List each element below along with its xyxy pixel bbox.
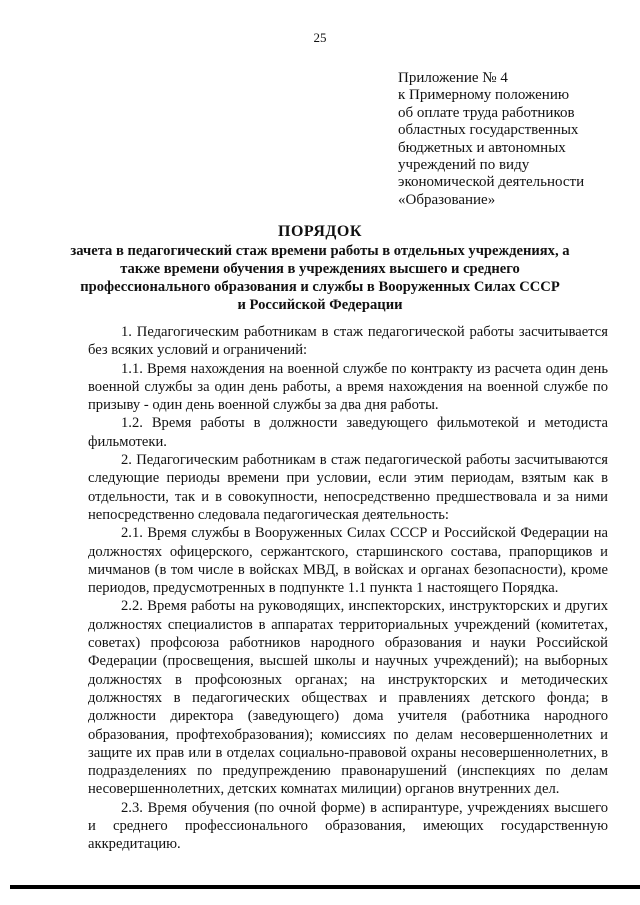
title-heading: ПОРЯДОК <box>278 223 362 240</box>
subtitle-line: и Российской Федерации <box>237 297 403 313</box>
paragraph-2: 2. Педагогическим работникам в стаж педагогической работы засчитываются следующие периоды времени при условии, если этим периодам, взятым как в отдельности, так и в совокупности, непосредственно предшествовала и за ними непосредственно следовала педагогическая деятельность: <box>88 452 608 523</box>
paragraph-1-2: 1.2. Время работы в должности заведующего фильмотекой и методиста фильмотеки. <box>88 415 608 450</box>
appendix-line: учреждений по виду <box>398 157 530 174</box>
title-subtitle <box>40 242 600 314</box>
paragraph-2-1: 2.1. Время службы в Вооруженных Силах СССР и Российской Федерации на должностях офицерского, сержантского, старшинского состава, прапорщиков и мичманов (в том числе в войсках МВД, в войсках и органах безопасности), кроме периодов, предусмотренных в подпункте 1.1 пункта 1 настоящего Порядка. <box>88 525 608 597</box>
appendix-line: «Образование» <box>398 191 496 208</box>
paragraph-2-2: 2.2. Время работы на руководящих, инспекторских, инструкторских и других должностях специалистов в аппаратах территориальных учреждений (комитетах, советах) профсоюза работников народного образования и науки Российской Федерации (просвещения, высшей школы и научных учреждений); на выборных должностях в профсоюзных органах; на инструкторских и методических должностях в педагогических обществах и правлениях детского фонда; в должности директора (заведующего) дома учителя (работника народного образования, профтехобразования); комиссиях по делам несовершеннолетних и защите их прав или в отделах социально-правовой охраны несовершеннолетних, в подразделениях по предупреждению правонарушений (инспекциях по делам несовершеннолетних, детских комнатах милиции) органов внутренних дел. <box>88 598 608 798</box>
subtitle-line: также времени обучения в учреждениях высшего и среднего <box>120 261 520 277</box>
document-body <box>88 323 608 854</box>
appendix-note <box>398 70 628 209</box>
subtitle-line: зачета в педагогический стаж времени работы в отдельных учреждениях, а <box>70 243 570 259</box>
appendix-line: об оплате труда работников <box>398 104 575 121</box>
subtitle-line: профессионального образования и службы в Вооруженных Силах СССР <box>80 279 560 295</box>
bottom-scan-border <box>10 885 640 889</box>
document-title <box>40 222 600 314</box>
appendix-line: бюджетных и автономных <box>398 139 566 156</box>
page-number: 25 <box>313 30 327 45</box>
appendix-line: областных государственных <box>398 122 579 139</box>
paragraph-1-1: 1.1. Время нахождения на военной службе по контракту из расчета один день военной службы за один день работы, а время нахождения на военной службе по призыву - один день военной службы за два дня работы. <box>88 360 608 414</box>
appendix-line: к Примерному положению <box>398 87 570 104</box>
paragraph-2-3: 2.3. Время обучения (по очной форме) в аспирантуре, учреждениях высшего и среднего профессионального образования, имеющих государственную аккредитацию. <box>88 799 608 853</box>
appendix-line: Приложение № 4 <box>398 70 508 86</box>
appendix-line: экономической деятельности <box>398 174 585 191</box>
paragraph-1: 1. Педагогическим работникам в стаж педагогической работы засчитывается без всяких условий и ограничений: <box>88 324 608 359</box>
